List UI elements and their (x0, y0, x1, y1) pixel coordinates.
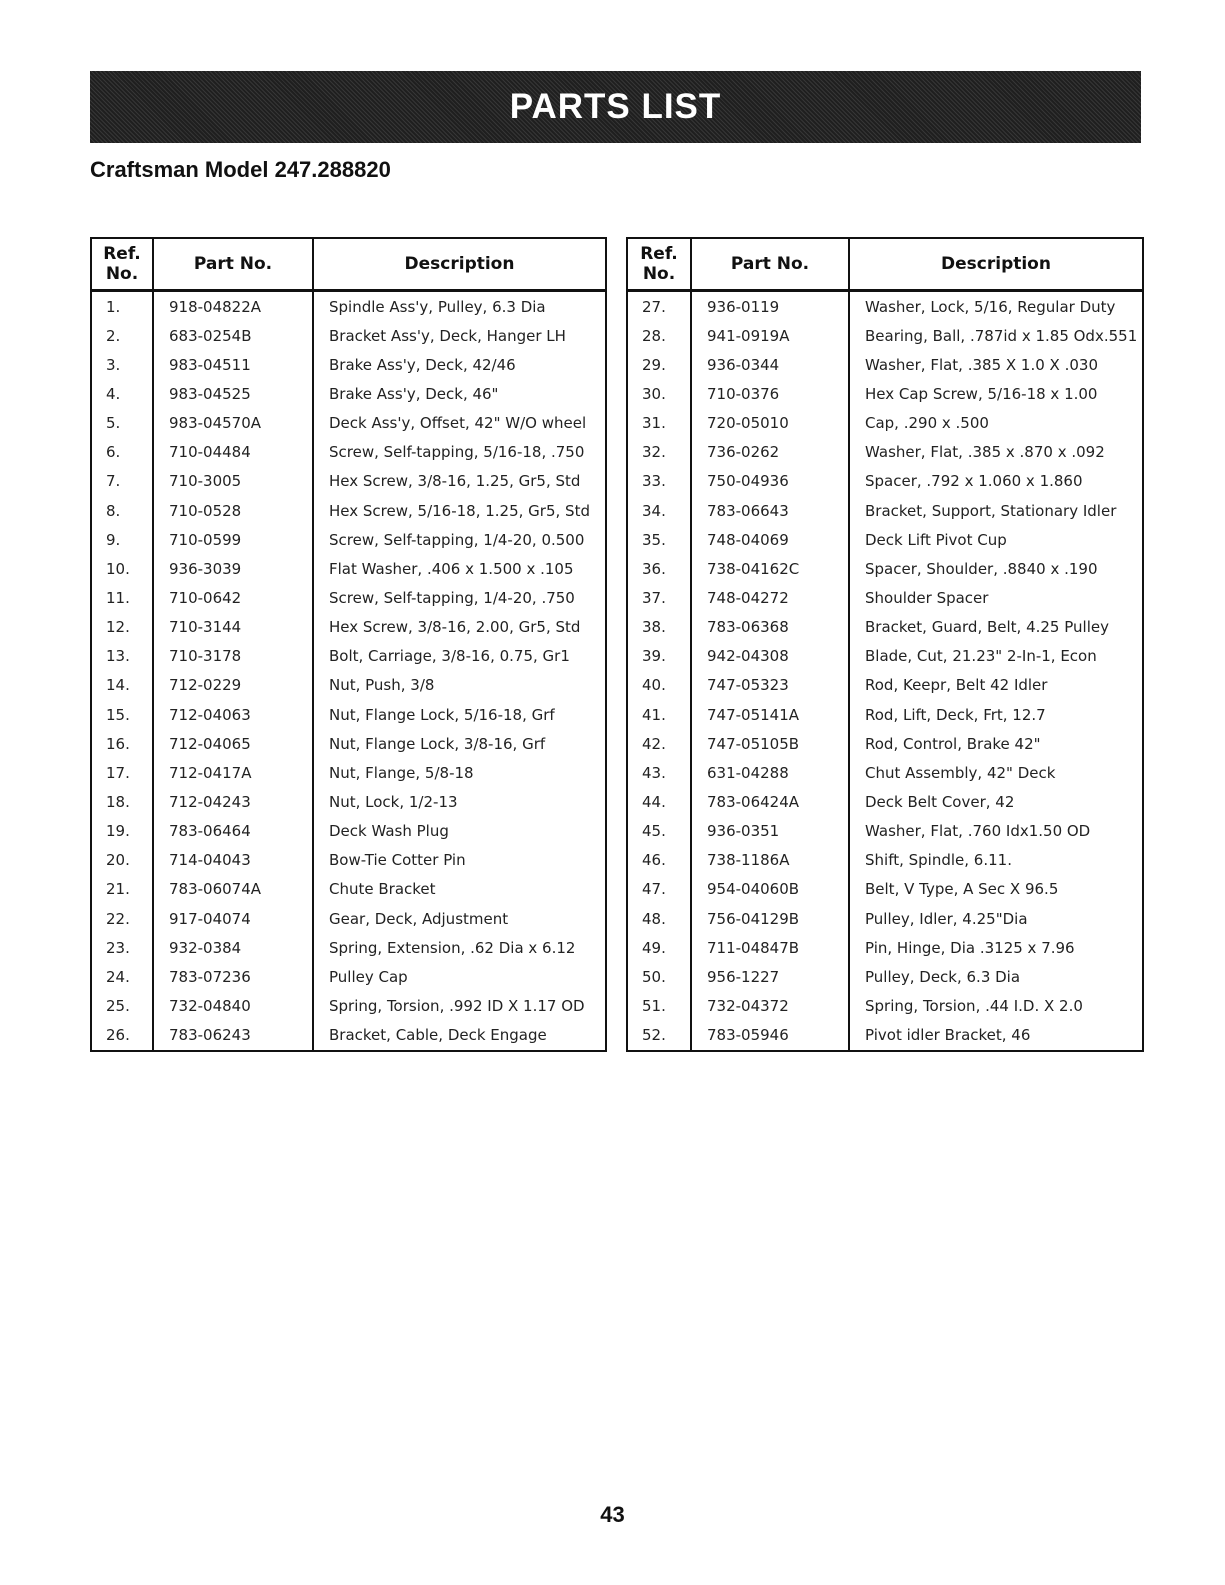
table-row (627, 525, 1143, 554)
table-row (91, 350, 606, 379)
description-cell: Rod, Keepr, Belt 42 Idler (849, 671, 1143, 700)
part-no-cell: 738-1186A (691, 846, 849, 875)
table-row (91, 671, 606, 700)
table-row (91, 291, 606, 322)
part-no-cell: 712-04243 (153, 787, 313, 816)
ref-cell: 8. (91, 496, 153, 525)
ref-cell: 14. (91, 671, 153, 700)
description-cell: Screw, Self-tapping, 1/4-20, .750 (313, 583, 606, 612)
description-cell: Pulley Cap (313, 962, 606, 991)
description-cell: Pulley, Deck, 6.3 Dia (849, 962, 1143, 991)
ref-cell: 24. (91, 962, 153, 991)
ref-cell: 39. (627, 642, 691, 671)
ref-cell: 13. (91, 642, 153, 671)
description-cell: Bracket, Cable, Deck Engage (313, 1021, 606, 1051)
table-row (627, 758, 1143, 787)
table-row (91, 642, 606, 671)
ref-cell: 34. (627, 496, 691, 525)
description-cell: Blade, Cut, 21.23" 2-In-1, Econ (849, 642, 1143, 671)
ref-cell: 22. (91, 904, 153, 933)
table-row (627, 321, 1143, 350)
table-row (91, 817, 606, 846)
ref-cell: 38. (627, 613, 691, 642)
table-row (91, 787, 606, 816)
description-cell: Hex Screw, 5/16-18, 1.25, Gr5, Std (313, 496, 606, 525)
ref-cell: 44. (627, 787, 691, 816)
part-no-cell: 918-04822A (153, 291, 313, 322)
table-row (91, 933, 606, 962)
description-cell: Shift, Spindle, 6.11. (849, 846, 1143, 875)
part-no-cell: 936-0351 (691, 817, 849, 846)
description-cell: Spacer, Shoulder, .8840 x .190 (849, 554, 1143, 583)
ref-cell: 50. (627, 962, 691, 991)
description-cell: Screw, Self-tapping, 1/4-20, 0.500 (313, 525, 606, 554)
part-no-cell: 954-04060B (691, 875, 849, 904)
table-row (627, 962, 1143, 991)
description-cell: Belt, V Type, A Sec X 96.5 (849, 875, 1143, 904)
description-cell: Hex Screw, 3/8-16, 1.25, Gr5, Std (313, 467, 606, 496)
part-no-cell: 783-06424A (691, 787, 849, 816)
description-cell: Nut, Flange Lock, 5/16-18, Grf (313, 700, 606, 729)
ref-cell: 23. (91, 933, 153, 962)
part-no-cell: 747-05105B (691, 729, 849, 758)
table-row (91, 438, 606, 467)
table-row (91, 991, 606, 1020)
part-no-cell: 747-05323 (691, 671, 849, 700)
table-row (627, 817, 1143, 846)
ref-cell: 51. (627, 991, 691, 1020)
table-row (627, 1021, 1143, 1051)
table-row (91, 321, 606, 350)
description-cell: Bracket, Guard, Belt, 4.25 Pulley (849, 613, 1143, 642)
ref-cell: 26. (91, 1021, 153, 1051)
part-no-cell: 712-04065 (153, 729, 313, 758)
part-no-cell: 631-04288 (691, 758, 849, 787)
table-row (91, 496, 606, 525)
part-no-cell: 783-06643 (691, 496, 849, 525)
table-row (91, 758, 606, 787)
part-no-header: Part No. (691, 238, 849, 291)
description-cell: Deck Ass'y, Offset, 42" W/O wheel (313, 409, 606, 438)
table-row (91, 700, 606, 729)
table-row (91, 904, 606, 933)
part-no-cell: 983-04511 (153, 350, 313, 379)
table-row (91, 1021, 606, 1051)
table-row (627, 933, 1143, 962)
ref-cell: 17. (91, 758, 153, 787)
part-no-cell: 747-05141A (691, 700, 849, 729)
ref-cell: 15. (91, 700, 153, 729)
table-row (91, 613, 606, 642)
part-no-cell: 748-04272 (691, 583, 849, 612)
part-no-cell: 783-06464 (153, 817, 313, 846)
table-row (91, 729, 606, 758)
part-no-cell: 983-04525 (153, 379, 313, 408)
part-no-cell: 712-04063 (153, 700, 313, 729)
ref-cell: 30. (627, 379, 691, 408)
part-no-cell: 720-05010 (691, 409, 849, 438)
table-row (627, 583, 1143, 612)
description-cell: Chut Assembly, 42" Deck (849, 758, 1143, 787)
description-cell: Hex Screw, 3/8-16, 2.00, Gr5, Std (313, 613, 606, 642)
parts-list-banner (90, 71, 1141, 143)
ref-cell: 20. (91, 846, 153, 875)
table-row (91, 875, 606, 904)
part-no-header: Part No. (153, 238, 313, 291)
description-cell: Spring, Extension, .62 Dia x 6.12 (313, 933, 606, 962)
description-cell: Chute Bracket (313, 875, 606, 904)
ref-cell: 40. (627, 671, 691, 700)
ref-cell: 3. (91, 350, 153, 379)
part-no-cell: 710-3005 (153, 467, 313, 496)
description-header: Description (849, 238, 1143, 291)
part-no-cell: 941-0919A (691, 321, 849, 350)
description-cell: Washer, Flat, .385 x .870 x .092 (849, 438, 1143, 467)
ref-cell: 19. (91, 817, 153, 846)
part-no-cell: 710-04484 (153, 438, 313, 467)
table-row (91, 467, 606, 496)
ref-cell: 46. (627, 846, 691, 875)
description-cell: Nut, Flange, 5/8-18 (313, 758, 606, 787)
table-row (91, 846, 606, 875)
part-no-cell: 732-04840 (153, 991, 313, 1020)
ref-cell: 25. (91, 991, 153, 1020)
description-cell: Nut, Lock, 1/2-13 (313, 787, 606, 816)
part-no-cell: 710-3178 (153, 642, 313, 671)
description-cell: Bracket, Support, Stationary Idler (849, 496, 1143, 525)
description-cell: Pin, Hinge, Dia .3125 x 7.96 (849, 933, 1143, 962)
table-row (627, 642, 1143, 671)
description-cell: Rod, Lift, Deck, Frt, 12.7 (849, 700, 1143, 729)
table-row (91, 962, 606, 991)
ref-cell: 18. (91, 787, 153, 816)
description-cell: Spacer, .792 x 1.060 x 1.860 (849, 467, 1143, 496)
ref-cell: 43. (627, 758, 691, 787)
ref-cell: 48. (627, 904, 691, 933)
description-cell: Shoulder Spacer (849, 583, 1143, 612)
ref-cell: 49. (627, 933, 691, 962)
table-row (627, 409, 1143, 438)
part-no-cell: 738-04162C (691, 554, 849, 583)
table-row (627, 875, 1143, 904)
ref-cell: 6. (91, 438, 153, 467)
table-row (91, 379, 606, 408)
table-row (627, 700, 1143, 729)
description-cell: Bolt, Carriage, 3/8-16, 0.75, Gr1 (313, 642, 606, 671)
table-row (627, 904, 1143, 933)
description-cell: Screw, Self-tapping, 5/16-18, .750 (313, 438, 606, 467)
table-row (627, 671, 1143, 700)
ref-cell: 32. (627, 438, 691, 467)
description-cell: Flat Washer, .406 x 1.500 x .105 (313, 554, 606, 583)
parts-table-right-body (627, 291, 1143, 1051)
ref-cell: 27. (627, 291, 691, 322)
parts-table-left-body (91, 291, 606, 1051)
description-cell: Brake Ass'y, Deck, 42/46 (313, 350, 606, 379)
part-no-cell: 711-04847B (691, 933, 849, 962)
description-cell: Washer, Flat, .760 Idx1.50 OD (849, 817, 1143, 846)
part-no-cell: 732-04372 (691, 991, 849, 1020)
description-cell: Gear, Deck, Adjustment (313, 904, 606, 933)
part-no-cell: 783-06243 (153, 1021, 313, 1051)
description-cell: Bow-Tie Cotter Pin (313, 846, 606, 875)
table-row (91, 409, 606, 438)
part-no-cell: 714-04043 (153, 846, 313, 875)
description-cell: Spring, Torsion, .992 ID X 1.17 OD (313, 991, 606, 1020)
part-no-cell: 936-0119 (691, 291, 849, 322)
description-cell: Pivot idler Bracket, 46 (849, 1021, 1143, 1051)
part-no-cell: 712-0417A (153, 758, 313, 787)
table-row (627, 291, 1143, 322)
description-cell: Hex Cap Screw, 5/16-18 x 1.00 (849, 379, 1143, 408)
ref-cell: 42. (627, 729, 691, 758)
part-no-cell: 710-0376 (691, 379, 849, 408)
description-cell: Washer, Lock, 5/16, Regular Duty (849, 291, 1143, 322)
model-heading: Craftsman Model 247.288820 (90, 157, 391, 182)
ref-no-header (627, 238, 691, 291)
ref-header-line2: No. (642, 264, 676, 284)
part-no-cell: 956-1227 (691, 962, 849, 991)
ref-cell: 12. (91, 613, 153, 642)
parts-table-right (626, 237, 1144, 1052)
description-cell: Nut, Push, 3/8 (313, 671, 606, 700)
table-row (91, 554, 606, 583)
table-row (627, 729, 1143, 758)
table-header-row (627, 238, 1143, 291)
ref-cell: 11. (91, 583, 153, 612)
ref-header-line1: Ref. (103, 244, 141, 264)
part-no-cell: 783-05946 (691, 1021, 849, 1051)
ref-header-line2: No. (105, 264, 139, 284)
description-cell: Brake Ass'y, Deck, 46" (313, 379, 606, 408)
description-cell: Cap, .290 x .500 (849, 409, 1143, 438)
part-no-cell: 710-0599 (153, 525, 313, 554)
ref-cell: 36. (627, 554, 691, 583)
part-no-cell: 917-04074 (153, 904, 313, 933)
part-no-cell: 710-0528 (153, 496, 313, 525)
table-row (627, 613, 1143, 642)
ref-cell: 10. (91, 554, 153, 583)
ref-cell: 52. (627, 1021, 691, 1051)
table-row (627, 467, 1143, 496)
part-no-cell: 750-04936 (691, 467, 849, 496)
ref-cell: 29. (627, 350, 691, 379)
part-no-cell: 710-0642 (153, 583, 313, 612)
ref-cell: 9. (91, 525, 153, 554)
description-header: Description (313, 238, 606, 291)
parts-table-left (90, 237, 607, 1052)
description-cell: Spindle Ass'y, Pulley, 6.3 Dia (313, 291, 606, 322)
table-row (627, 787, 1143, 816)
part-no-cell: 936-3039 (153, 554, 313, 583)
part-no-cell: 942-04308 (691, 642, 849, 671)
table-row (627, 554, 1143, 583)
part-no-cell: 756-04129B (691, 904, 849, 933)
part-no-cell: 783-06368 (691, 613, 849, 642)
ref-cell: 7. (91, 467, 153, 496)
table-row (91, 583, 606, 612)
part-no-cell: 932-0384 (153, 933, 313, 962)
table-row (627, 438, 1143, 467)
ref-header-line1: Ref. (640, 244, 678, 264)
description-cell: Nut, Flange Lock, 3/8-16, Grf (313, 729, 606, 758)
part-no-cell: 748-04069 (691, 525, 849, 554)
ref-cell: 1. (91, 291, 153, 322)
ref-cell: 33. (627, 467, 691, 496)
part-no-cell: 783-06074A (153, 875, 313, 904)
ref-cell: 37. (627, 583, 691, 612)
ref-cell: 28. (627, 321, 691, 350)
part-no-cell: 710-3144 (153, 613, 313, 642)
ref-cell: 35. (627, 525, 691, 554)
ref-cell: 4. (91, 379, 153, 408)
table-row (627, 379, 1143, 408)
table-row (627, 496, 1143, 525)
ref-cell: 2. (91, 321, 153, 350)
description-cell: Bearing, Ball, .787id x 1.85 Odx.551 (849, 321, 1143, 350)
ref-cell: 31. (627, 409, 691, 438)
ref-cell: 47. (627, 875, 691, 904)
description-cell: Deck Wash Plug (313, 817, 606, 846)
table-row (91, 525, 606, 554)
description-cell: Deck Lift Pivot Cup (849, 525, 1143, 554)
ref-cell: 45. (627, 817, 691, 846)
description-cell: Pulley, Idler, 4.25"Dia (849, 904, 1143, 933)
part-no-cell: 736-0262 (691, 438, 849, 467)
description-cell: Rod, Control, Brake 42" (849, 729, 1143, 758)
description-cell: Washer, Flat, .385 X 1.0 X .030 (849, 350, 1143, 379)
ref-cell: 41. (627, 700, 691, 729)
page-title: PARTS LIST (509, 87, 722, 126)
description-cell: Deck Belt Cover, 42 (849, 787, 1143, 816)
description-cell: Spring, Torsion, .44 I.D. X 2.0 (849, 991, 1143, 1020)
part-no-cell: 712-0229 (153, 671, 313, 700)
table-row (627, 350, 1143, 379)
ref-no-header (91, 238, 153, 291)
table-row (627, 991, 1143, 1020)
part-no-cell: 783-07236 (153, 962, 313, 991)
page-number: 43 (600, 1502, 625, 1527)
ref-cell: 16. (91, 729, 153, 758)
ref-cell: 5. (91, 409, 153, 438)
ref-cell: 21. (91, 875, 153, 904)
table-row (627, 846, 1143, 875)
part-no-cell: 983-04570A (153, 409, 313, 438)
part-no-cell: 683-0254B (153, 321, 313, 350)
table-header-row (91, 238, 606, 291)
description-cell: Bracket Ass'y, Deck, Hanger LH (313, 321, 606, 350)
part-no-cell: 936-0344 (691, 350, 849, 379)
